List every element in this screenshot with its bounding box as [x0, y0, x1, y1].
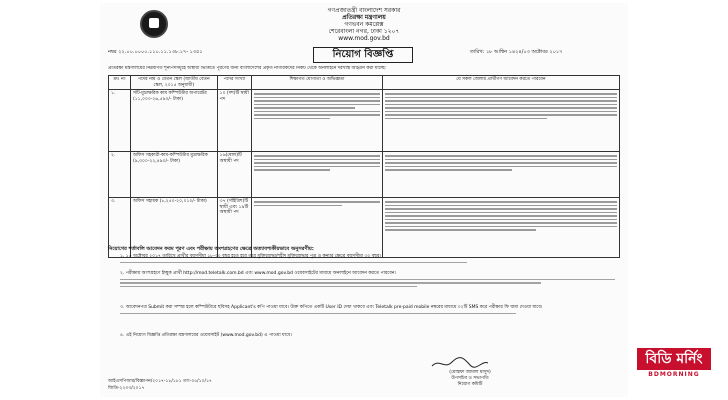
condition-text: পরীক্ষায় অংশগ্রহণে ইচ্ছুক প্রার্থী http://mod.teletalk.com.bd এবং www.mod.gov.bd ওয়েবসাইটের মাধ্যমে অনলাইনে আবেদন করতে পারবেন।: [125, 271, 396, 276]
row-serial: ৩.: [109, 198, 131, 258]
row-count: ১০ (দশ)টি স্থায়ী পদ: [217, 90, 251, 152]
row-post: অফিস সহকারী-কাম-কম্পিউটার মুদ্রাক্ষরিক (৯,৩০০-২২,৪৯০/- টাকা): [130, 152, 217, 198]
col-header-post: পদের নাম ও বেতন স্কেল (জাতীয় বেতন স্কেল, ২০১৫ অনুযায়ী): [130, 76, 217, 90]
vacancy-table: [108, 75, 620, 258]
page-title: নিয়োগ বিজ্ঞপ্তি: [313, 47, 413, 63]
row-count: ৩৭ (সাঁইত্রিশ)টি স্থায়ী এবং ১৯টি অস্থায়ী পদ: [217, 198, 251, 258]
table-header-row: [109, 76, 620, 90]
table-row: [109, 152, 620, 198]
col-header-count: পদের সংখ্যা: [217, 76, 251, 90]
footer-memo-isrp: আইএসপিআর/বিজ্ঞাপন/২০১৭-১৮/১৮১ তাং-০৫/১০/১৭: [108, 379, 212, 384]
header-ministry: প্রতিরক্ষা মন্ত্রণালয়: [342, 14, 386, 21]
footer-memo-gd: জিডি-২২০৩/২০১৭: [108, 386, 145, 391]
row-post: সাঁট-মুদ্রাক্ষরিক কাম কম্পিউটার অপারেটর (১১,০০০-২৬,৫৯০/- টাকা): [130, 90, 217, 152]
signature: [430, 355, 490, 369]
conditions-title: নিয়োগের শর্তাবলি আবেদন ফরম পূরণ এবং পরীক্ষায় অংশগ্রহণের ক্ষেত্রে অত্যাবশ্যকীয়ভাবে অনুসরণীয়:: [108, 246, 314, 252]
condition-number: ২.: [120, 271, 125, 276]
header-address: শেরেবাংলা নগর, ঢাকা ১২০৭: [328, 28, 400, 35]
row-serial: ১.: [109, 90, 131, 152]
logo-subtext: BDMORNING: [648, 371, 700, 378]
row-count: ১৬(ষোল)টি অস্থায়ী পদ: [217, 152, 251, 198]
col-header-districts: যে সকল জেলার প্রার্থীগণ আবেদন করতে পারবেন: [382, 76, 619, 90]
row-post: অফিস সহায়ক (৮,২৫০-২০,০১০/- টাকা): [130, 198, 217, 258]
condition-number: ৪.: [120, 333, 125, 338]
row-districts: [382, 152, 619, 198]
condition-text: এই নিয়োগ বিজ্ঞপ্তি প্রতিরক্ষা মন্ত্রণালয়ের ওয়েবসাইট (www.mod.gov.bd) এ পাওয়া যাবে।: [125, 333, 292, 338]
row-serial: ২.: [109, 152, 131, 198]
header-complex: গণভবন কমপ্লেক্স: [344, 21, 384, 28]
condition-text: আবেদনপত্র Submit করা সম্পন্ন হলে কম্পিউটারে ছবিসহ Applicant's কপি পাওয়া যাবে। উক্ত কপিতে একটি User ID দেয়া থাকবে এবং Teletalk pre-paid mobile নম্বরের মাধ্যমে ০২টি SMS করে পরীক্ষার ফি জমা দেওয়া যাবে।: [125, 305, 543, 310]
condition-item: [120, 305, 615, 316]
col-header-qualification: শিক্ষাগত যোগ্যতা ও অভিজ্ঞতা: [252, 76, 383, 90]
condition-number: ১.: [120, 254, 125, 259]
intro-text: প্রতিরক্ষা মন্ত্রণালয়ের নিম্নবর্ণিত শূন্যপদসমূহে অস্থায়ী ভিত্তিতে পূরণের জন্য বাংলাদেশের প্রকৃত নাগরিকদের নিকট থেকে অনলাইনে দরখাস্ত আহ্বান করা যাচ্ছে:: [108, 66, 387, 71]
signatory-designation: উপসচিব ও সভাপতি: [451, 376, 489, 381]
header-website: www.mod.gov.bd: [338, 35, 390, 42]
signatory-committee: নিয়োগ কমিটি: [457, 382, 483, 387]
table-row: [109, 90, 620, 152]
notice-date: তারিখ: ১৮ আশ্বিন ১৪২৪/০৩ অক্টোবর ২০১৭: [470, 49, 563, 55]
condition-item: [120, 254, 615, 265]
condition-number: ৩.: [120, 305, 125, 310]
condition-item: [120, 333, 615, 339]
row-districts: [382, 198, 619, 258]
header-government: গণপ্রজাতন্ত্রী বাংলাদেশ সরকার: [327, 7, 401, 14]
memo-number: নম্বর ২২.০০.০০০০.১১০.১১.১৩৮.১৭- ১৩৫১: [108, 49, 203, 55]
recruitment-notice-document: [100, 3, 628, 397]
signatory-name: (মোস্তফা জামাল মাসুদ): [449, 370, 491, 375]
col-header-serial: ক্রঃ নং: [109, 76, 131, 90]
condition-text: ১৫ অক্টোবর ২০১৭ তারিখে প্রার্থীর বয়সসীমা ১৮-৩০ বছর হতে হবে তবে মুক্তিযোদ্ধা/শহীদ মুক্তিযোদ্ধার পুত্র ও কন্যার ক্ষেত্রে বয়সসীমা ৩২ বছর।: [125, 254, 382, 259]
row-qualification: [252, 90, 383, 152]
bdmorning-watermark-logo: [637, 348, 711, 378]
row-districts: [382, 90, 619, 152]
logo-text: বিডি মর্নিং: [637, 348, 711, 370]
condition-item: [120, 271, 615, 289]
row-qualification: [252, 152, 383, 198]
